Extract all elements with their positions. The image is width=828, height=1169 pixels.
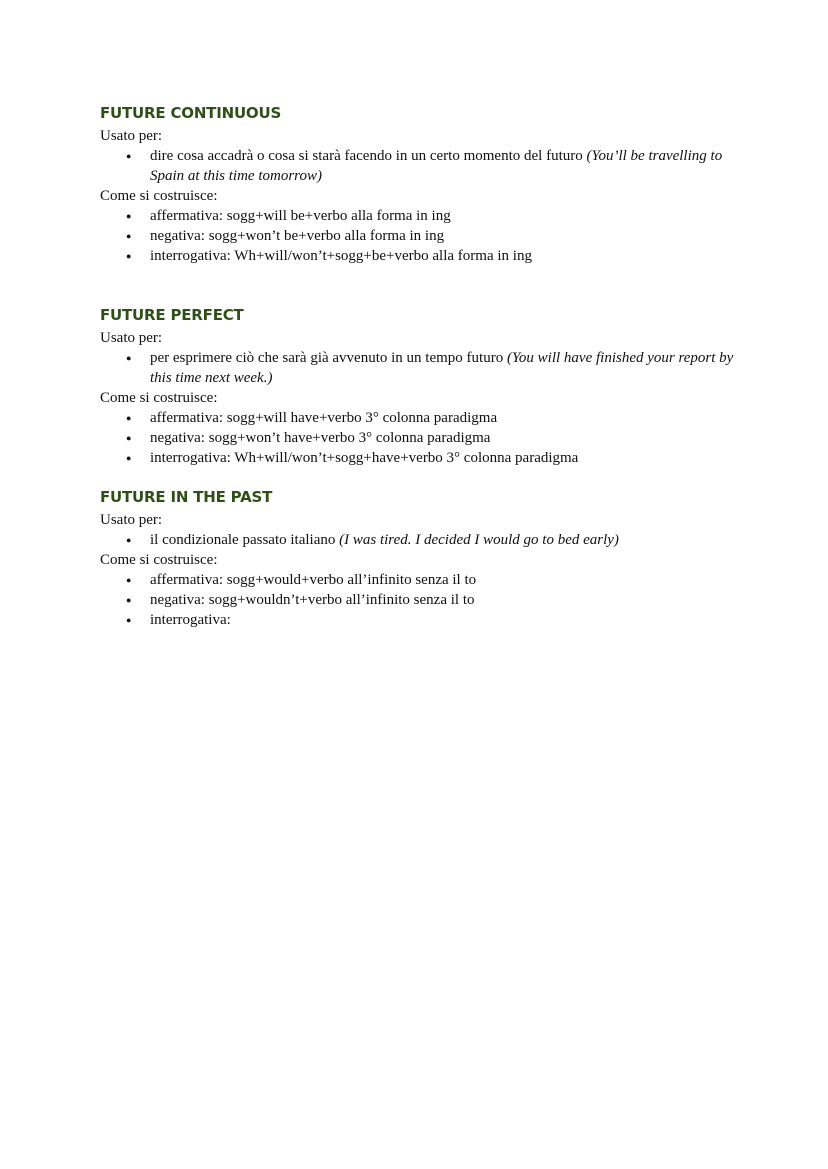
used-for-list <box>100 530 740 550</box>
list-item: ● affermativa: sogg+will be+verbo alla forma in ing <box>150 206 740 226</box>
list-item: ● interrogativa: Wh+will/won’t+sogg+be+verbo alla forma in ing <box>150 246 740 266</box>
construction-label: Come si costruisce: <box>100 390 218 406</box>
usage-example: (You’ll be travelling to Spain at this time tomorrow) <box>150 148 723 184</box>
usage-example: (You will have finished your report by this time next week.) <box>150 350 734 386</box>
used-for-list <box>100 348 740 388</box>
section-title: FUTURE CONTINUOUS <box>100 104 282 122</box>
construction-list <box>100 206 740 266</box>
usage-text: dire cosa accadrà o cosa si starà facendo in un certo momento del futuro <box>150 148 583 164</box>
section-future-continuous <box>100 100 740 266</box>
list-item: ● interrogativa: Wh+will/won’t+sogg+have+verbo 3° colonna paradigma <box>150 448 740 468</box>
construction-list <box>100 408 740 468</box>
list-item: ● interrogativa: <box>150 610 740 630</box>
list-item: ● negativa: sogg+wouldn’t+verbo all’infinito senza il to <box>150 590 740 610</box>
list-item: ● negativa: sogg+won’t have+verbo 3° colonna paradigma <box>150 428 740 448</box>
construction-label: Come si costruisce: <box>100 552 218 568</box>
used-for-list <box>100 146 740 186</box>
list-item: ● negativa: sogg+won’t be+verbo alla forma in ing <box>150 226 740 246</box>
document-page <box>100 100 740 630</box>
list-item <box>150 146 740 186</box>
list-item: ● affermativa: sogg+would+verbo all’infinito senza il to <box>150 570 740 590</box>
section-title: FUTURE PERFECT <box>100 306 244 324</box>
used-for-label: Usato per: <box>100 512 163 528</box>
section-future-in-the-past <box>100 484 740 630</box>
section-future-perfect <box>100 302 740 468</box>
usage-example: (I was tired. I decided I would go to bed early) <box>339 532 619 548</box>
list-item <box>150 348 740 388</box>
list-item <box>150 530 740 550</box>
usage-text: per esprimere ciò che sarà già avvenuto in un tempo futuro <box>150 350 504 366</box>
section-title: FUTURE IN THE PAST <box>100 488 273 506</box>
usage-text: il condizionale passato italiano <box>150 532 336 548</box>
used-for-label: Usato per: <box>100 330 163 346</box>
used-for-label: Usato per: <box>100 128 163 144</box>
construction-list <box>100 570 740 630</box>
list-item: ● affermativa: sogg+will have+verbo 3° colonna paradigma <box>150 408 740 428</box>
construction-label: Come si costruisce: <box>100 188 218 204</box>
